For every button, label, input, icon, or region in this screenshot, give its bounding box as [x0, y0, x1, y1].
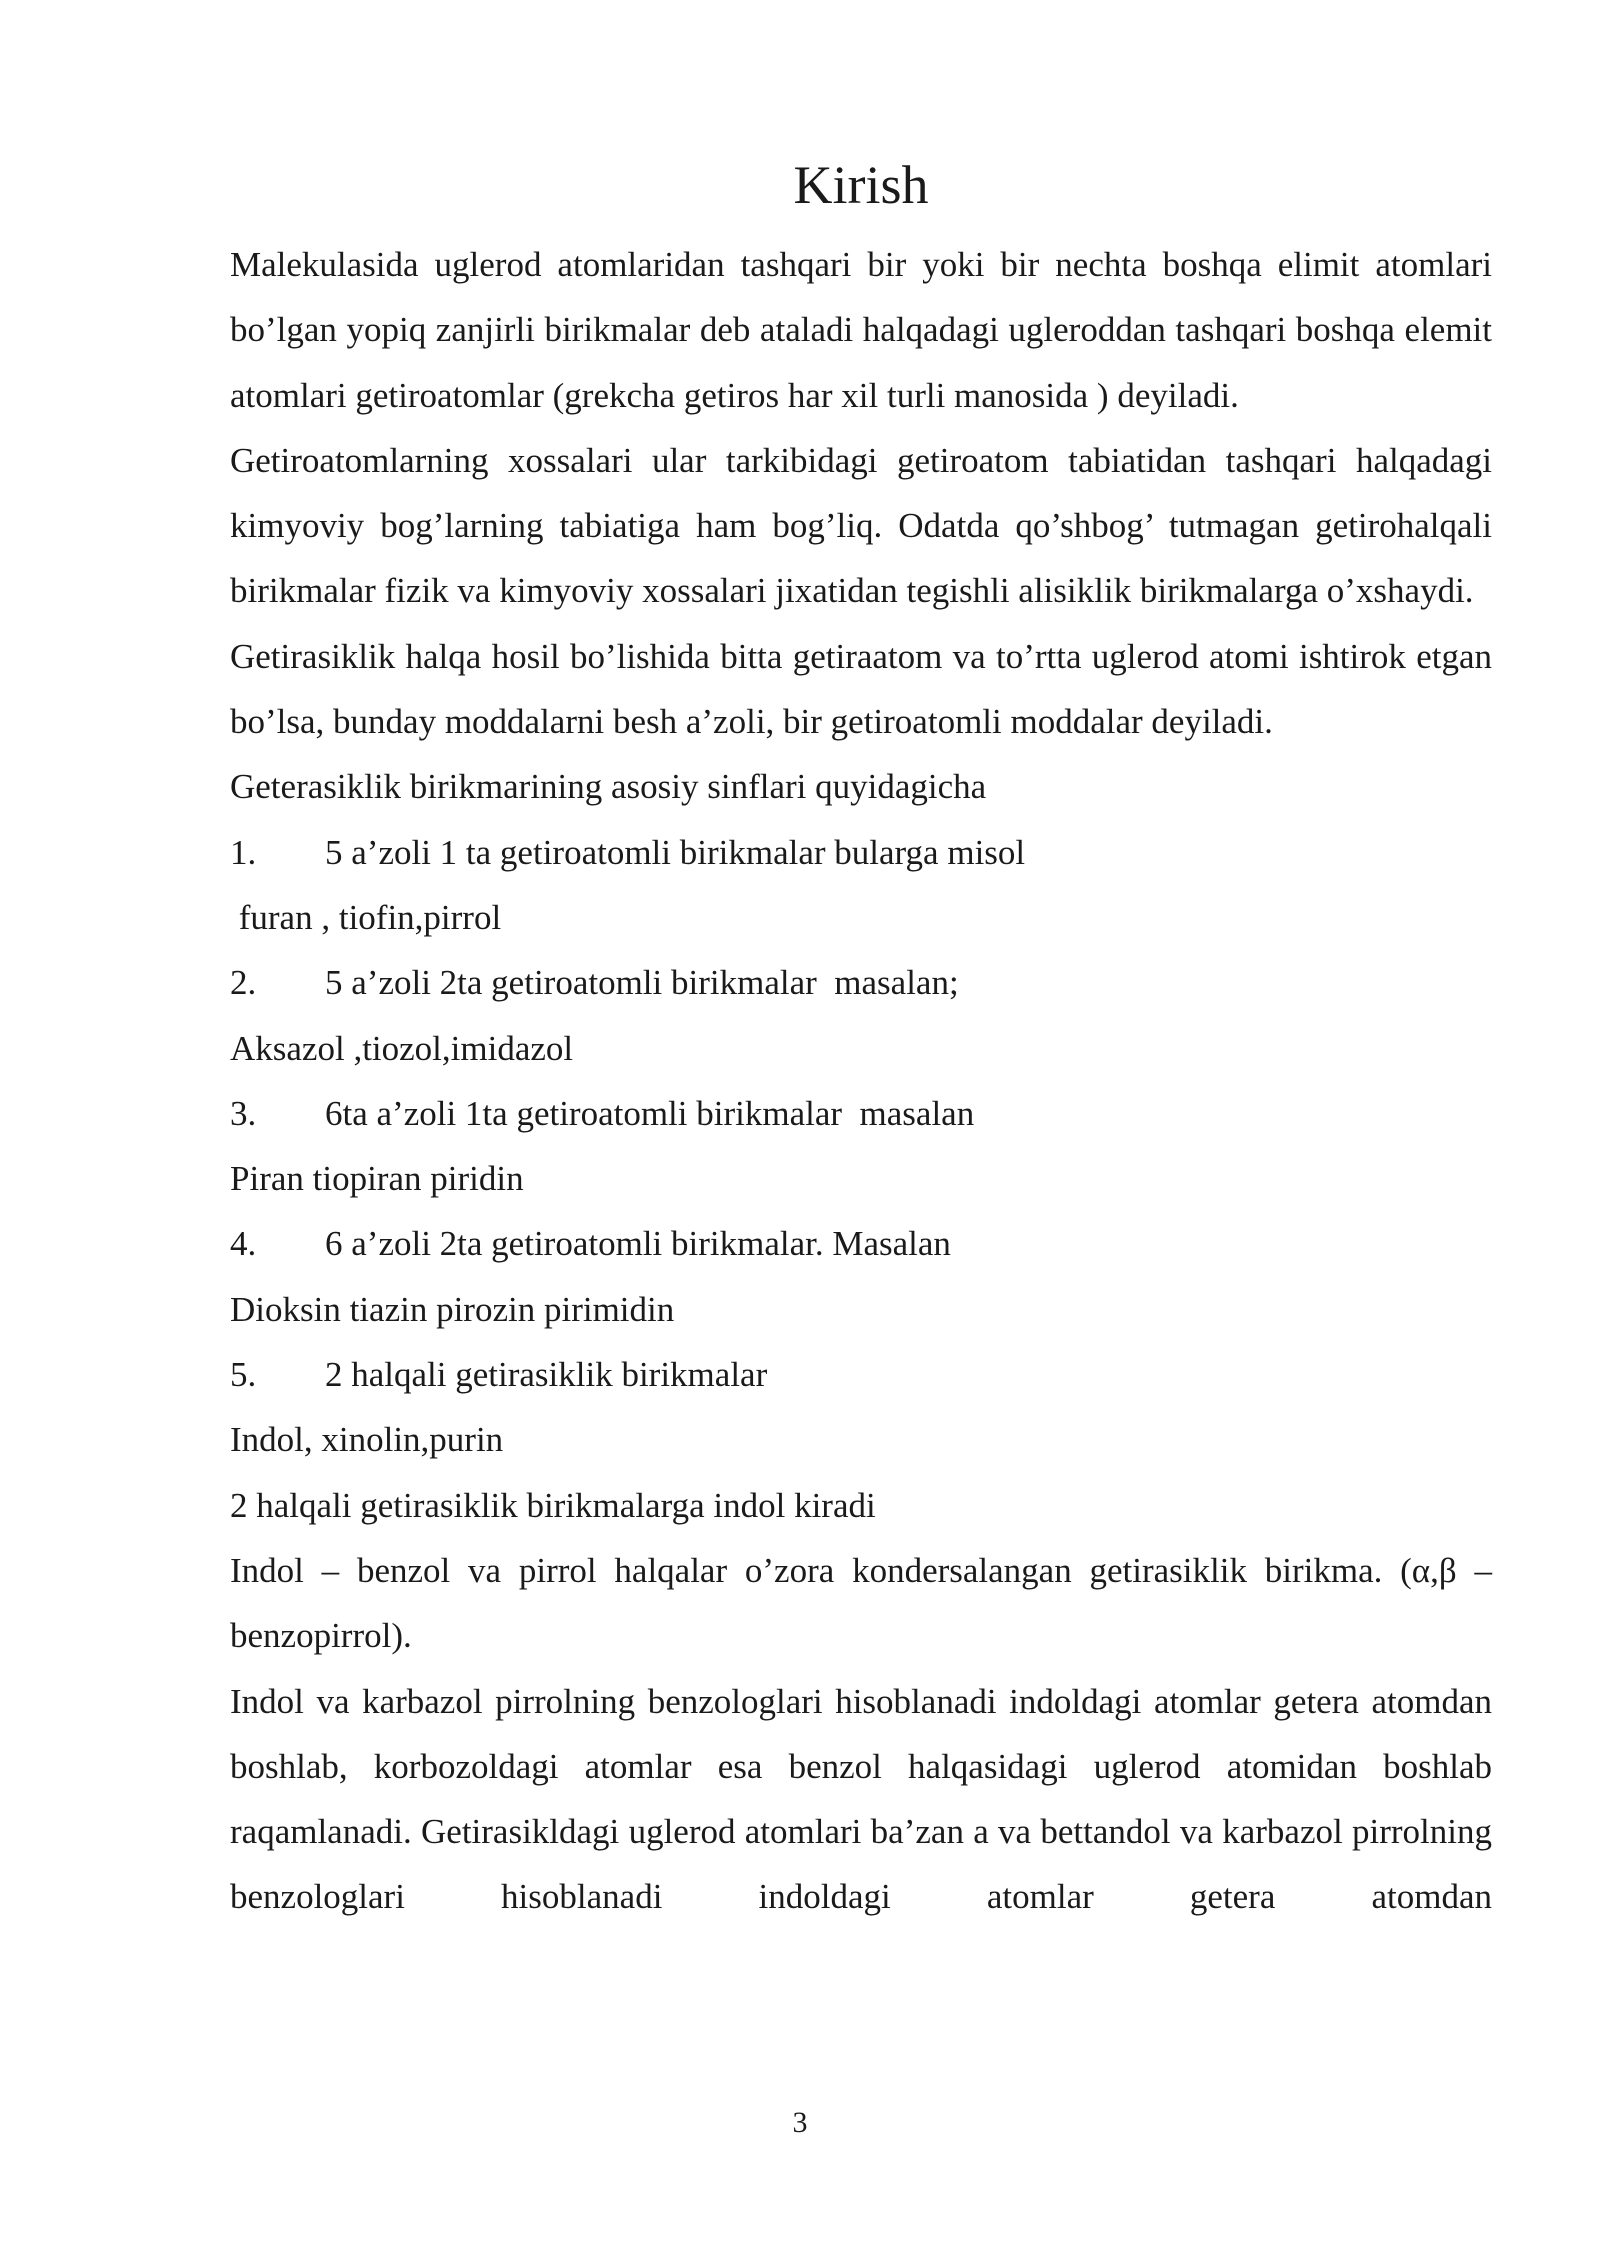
page-number: 3 [792, 2106, 808, 2139]
paragraph-five-membered: Getirasiklik halqa hosil bo’lishida bitta getiraatom va to’rtta uglerod atomi ishtirok etgan bo’lsa, bunday moddalarni besh a’zoli, bir getiroatomli moddalar deyiladi. [230, 636, 1492, 742]
list-number: 2. [230, 963, 257, 1003]
list-number: 3. [230, 1093, 257, 1133]
list-examples: Dioksin tiazin pirozin pirimidin [230, 1289, 675, 1329]
paragraph-indol-intro: 2 halqali getirasiklik birikmalarga indol kiradi [230, 1485, 876, 1525]
document-page [230, 150, 1492, 1930]
list-examples: furan , tiofin,pirrol [230, 897, 502, 937]
paragraph-indol-definition: Indol – benzol va pirrol halqalar o’zora kondersalangan getirasiklik birikma. (α,β – benzopirrol). [230, 1550, 1492, 1656]
page-title: Kirish [793, 155, 929, 215]
list-item [230, 1081, 1492, 1146]
list-item [230, 820, 1492, 885]
paragraph-classes-intro: Geterasiklik birikmarining asosiy sinflari quyidagicha [230, 767, 987, 807]
list-text: 6ta a’zoli 1ta getiroatomli birikmalar masalan [325, 1093, 975, 1133]
list-item [230, 1211, 1492, 1276]
list-text: 6 a’zoli 2ta getiroatomli birikmalar. Masalan [325, 1224, 951, 1264]
list-examples: Aksazol ,tiozol,imidazol [230, 1028, 574, 1068]
list-text: 5 a’zoli 2ta getiroatomli birikmalar masalan; [325, 963, 959, 1003]
paragraph-properties: Getiroatomlarning xossalari ular tarkibidagi getiroatom tabiatidan tashqari halqadagi kimyoviy bog’larning tabiatiga ham bog’liq. Odatda qo’shbog’ tutmagan getirohalqali birikmalar fizik va kimyoviy xossalari jixatidan tegishli alisiklik birikmalarga o’xshaydi. [230, 440, 1492, 611]
paragraph-numbering: Indol va karbazol pirrolning benzologlari hisoblanadi indoldagi atomlar getera atomdan boshlab, korbozoldagi atomlar esa benzol halqasidagi uglerod atomidan boshlab raqamlanadi. Getirasikldagi uglerod atomlari ba’zan a va bettandol va karbazol pirrolning benzologlari hisoblanadi indoldagi atomlar getera atomdan [230, 1681, 1492, 1917]
list-text: 2 halqali getirasiklik birikmalar [325, 1355, 768, 1395]
paragraph-intro: Malekulasida uglerod atomlaridan tashqari bir yoki bir nechta boshqa elimit atomlari bo’lgan yopiq zanjirli birikmalar deb ataladi halqadagi ugleroddan tashqari boshqa elemit atomlari getiroatomlar (grekcha getiros har xil turli manosida ) deyiladi. [230, 245, 1492, 415]
list-item [230, 1342, 1492, 1407]
list-number: 1. [230, 832, 257, 872]
list-text: 5 a’zoli 1 ta getiroatomli birikmalar bularga misol [325, 832, 1026, 872]
list-examples: Indol, xinolin,purin [230, 1420, 504, 1460]
list-number: 5. [230, 1355, 257, 1395]
list-item [230, 950, 1492, 1015]
classes-list [230, 820, 1492, 1473]
list-examples: Piran tiopiran piridin [230, 1159, 524, 1199]
list-number: 4. [230, 1224, 257, 1264]
